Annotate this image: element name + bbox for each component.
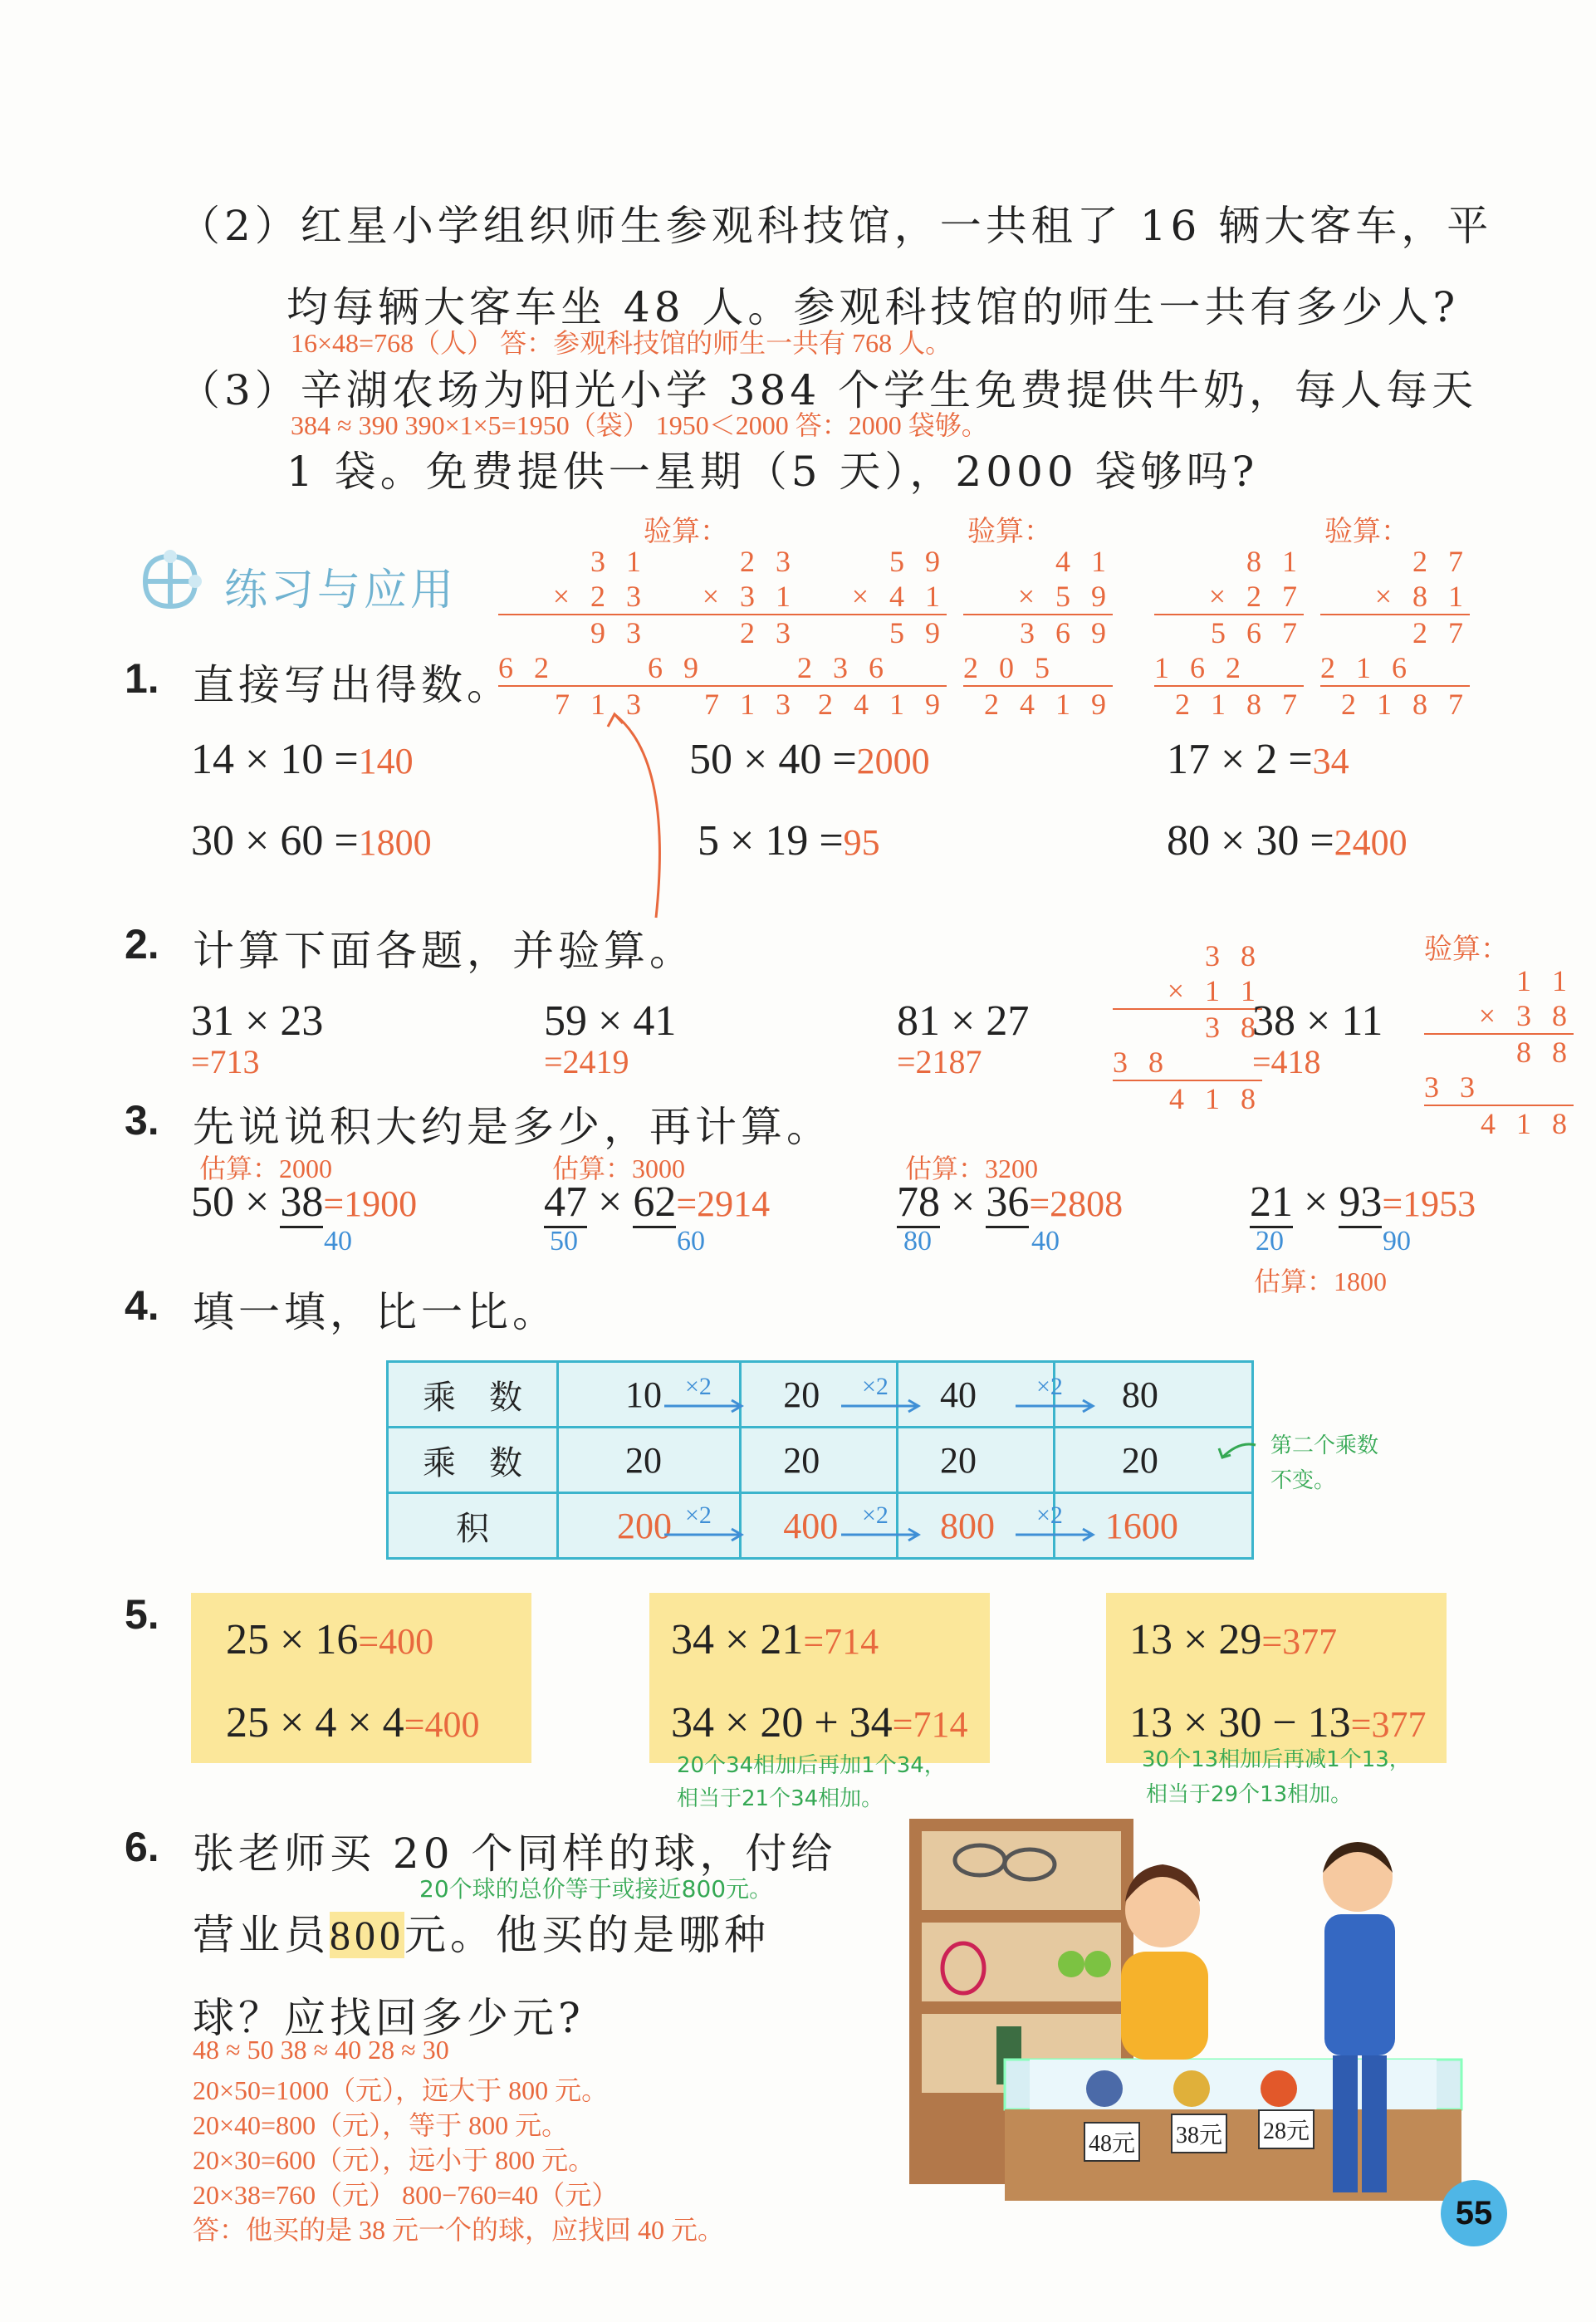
- vertical-calc: [1424, 963, 1574, 1141]
- vertical-calc-line: 2 1 8 7: [1175, 688, 1304, 721]
- arrow-label: ×2: [862, 1373, 889, 1400]
- q2-answer-3: =2187: [897, 1043, 982, 1080]
- vertical-calc-line: 2 4 1 9: [984, 688, 1113, 721]
- verify-label-2: 验算：: [967, 517, 1052, 547]
- q5-expr: 34 × 21: [671, 1616, 804, 1663]
- q2-answer-1: =713: [191, 1043, 260, 1080]
- q1-answer: 2400: [1334, 822, 1408, 863]
- verify-label-1: 验算：: [644, 517, 728, 547]
- q3-item-4: 21 × 93=1953: [1250, 1178, 1476, 1227]
- vertical-calc-line: 7 1 3: [555, 688, 648, 721]
- vertical-calc-line: × 2 3: [498, 579, 648, 615]
- q3-answer: =2808: [1029, 1183, 1124, 1224]
- q1-expr: 80 × 30 =: [1167, 817, 1334, 865]
- table-cell: 20: [558, 1428, 741, 1493]
- q1-answer: 34: [1312, 741, 1349, 781]
- q1-expr: 30 × 60 =: [191, 817, 359, 865]
- q1-expr: 14 × 10 =: [191, 736, 359, 783]
- q5-group3-line1: [1129, 1615, 1337, 1664]
- vertical-calc-line: 4 1 8: [1481, 1107, 1574, 1140]
- table-row: [388, 1362, 1253, 1428]
- vertical-calc-line: 8 1: [1246, 545, 1304, 578]
- price-tag: 48元: [1084, 2122, 1140, 2162]
- q1-number: 1.: [125, 655, 159, 702]
- q2-number: 2.: [125, 921, 159, 968]
- q3-estimate-3: 估算：3200: [905, 1154, 1039, 1183]
- vertical-calc-line: 4 1: [1055, 545, 1113, 578]
- vertical-calc-line: 2 3 6: [797, 650, 947, 687]
- q5-group2-line1: [671, 1615, 879, 1664]
- arrow-label: ×2: [1036, 1373, 1063, 1400]
- q5-note-3b: 相当于29个13相加。: [1146, 1782, 1353, 1807]
- table-cell: 20: [741, 1362, 898, 1428]
- q6-answer-2: 20×50=1000（元），远大于 800 元。: [193, 2075, 609, 2105]
- vertical-calc-line: × 4 1: [797, 579, 947, 615]
- multiply-arrow: [1011, 1503, 1103, 1548]
- q2-title: 计算下面各题，并验算。: [193, 927, 695, 975]
- q3-factor-a: 47: [544, 1178, 587, 1228]
- q1-item-4: [191, 816, 432, 865]
- q4-note-line1: 第二个乘数: [1270, 1433, 1379, 1458]
- q3-factor-b: 38: [280, 1178, 323, 1228]
- q5-answer: =377: [1261, 1621, 1338, 1662]
- vertical-calc-line: 3 1: [590, 545, 648, 578]
- arrow-label: ×2: [685, 1373, 712, 1400]
- page-number: [1441, 2180, 1507, 2246]
- problem-2-line2: 均每辆大客车坐 48 人。参观科技馆的师生一共有多少人?: [286, 283, 1460, 331]
- q3-round-b-2: 60: [677, 1226, 705, 1257]
- q5-note-2a: 20个34相加后再加1个34，: [677, 1753, 946, 1778]
- q3-title: 先说说积大约是多少，再计算。: [193, 1103, 832, 1151]
- vertical-calc-line: × 3 8: [1424, 998, 1574, 1035]
- q6-answer-3: 20×40=800（元），等于 800 元。: [193, 2110, 569, 2140]
- q3-round-b-1: 40: [324, 1226, 352, 1257]
- q5-expr: 34 × 20 + 34: [671, 1699, 893, 1746]
- row-label: 乘 数: [388, 1362, 558, 1428]
- vertical-calc-line: 4 1 8: [1169, 1082, 1262, 1115]
- q3-factor-a: 50: [191, 1178, 234, 1226]
- q1-title: 直接写出得数。: [193, 661, 512, 709]
- q5-group1-line2: [226, 1698, 479, 1747]
- q3-round-b-3: 40: [1031, 1226, 1060, 1257]
- q2-answer-4: =418: [1252, 1043, 1321, 1080]
- vertical-calc-line: 1 6 2: [1154, 650, 1304, 687]
- q5-expr: 25 × 4 × 4: [226, 1699, 404, 1746]
- vertical-calc-line: 5 9: [889, 545, 947, 578]
- vertical-calc-line: 8 8: [1516, 1036, 1574, 1069]
- table-row: [388, 1428, 1253, 1493]
- verify-label-3: 验算：: [1324, 517, 1409, 547]
- vertical-calc-line: 2 3: [740, 616, 797, 649]
- q6-amount: 800: [330, 1912, 404, 1958]
- q1-item-5: [698, 816, 880, 865]
- q5-answer: =377: [1350, 1704, 1427, 1745]
- q4-note-arrow: [1214, 1437, 1264, 1470]
- q6-line2c: 元。他买的是哪种: [404, 1911, 770, 1959]
- q3-round-a-2: 50: [550, 1226, 578, 1257]
- table-cell: 20: [898, 1428, 1055, 1493]
- vertical-calc-line: × 2 7: [1154, 579, 1304, 615]
- table-cell: 400: [741, 1493, 898, 1559]
- q3-factor-b: 62: [633, 1178, 676, 1228]
- q2-expr-1: 31 × 23: [191, 997, 324, 1045]
- problem-3-line1: （3）辛湖农场为阳光小学 384 个学生免费提供牛奶，每人每天: [179, 366, 1478, 414]
- q3-number: 3.: [125, 1097, 159, 1144]
- vertical-calc-line: 6 9: [648, 650, 797, 687]
- q3-estimate-2: 估算：3000: [552, 1154, 686, 1183]
- q3-estimate-1: 估算：2000: [199, 1154, 333, 1183]
- q3-answer: =1900: [323, 1183, 418, 1224]
- q3-estimate-4: 估算：1800: [1254, 1266, 1388, 1296]
- arrow-label: ×2: [685, 1501, 712, 1529]
- q5-answer: =714: [803, 1621, 879, 1662]
- q5-note-2b: 相当于21个34相加。: [677, 1786, 884, 1811]
- table-cell: 1600: [1054, 1493, 1252, 1559]
- problem-2-answer: 16×48=768（人） 答：参观科技馆的师生一共有 768 人。: [291, 328, 952, 358]
- q5-note-3a: 30个13相加后再减1个13，: [1142, 1747, 1411, 1772]
- q5-expr: 13 × 29: [1129, 1616, 1262, 1663]
- vertical-calc-line: 3 8: [1205, 939, 1262, 972]
- shop-illustration: [905, 1810, 1486, 2209]
- q2-expr-2: 59 × 41: [544, 997, 677, 1045]
- arrow-label: ×2: [862, 1501, 889, 1529]
- vertical-calc-line: × 8 1: [1320, 579, 1470, 615]
- vertical-calc: [797, 544, 947, 722]
- q1-answer: 1800: [358, 822, 432, 863]
- problem-3-answer: 384 ≈ 390 390×1×5=1950（袋） 1950＜2000 答：2000 袋够。: [291, 410, 988, 440]
- vertical-calc-line: 2 1 8 7: [1341, 688, 1470, 721]
- q4-number: 4.: [125, 1282, 159, 1329]
- q6-answer-5: 20×38=760（元） 800−760=40（元）: [193, 2180, 619, 2210]
- puzzle-icon: [129, 540, 212, 623]
- page-number-text: 55: [1455, 2195, 1493, 2231]
- q3-factor-b: 93: [1339, 1178, 1382, 1228]
- table-row: [388, 1493, 1253, 1559]
- q5-group2-line2: [671, 1698, 967, 1747]
- vertical-calc-line: 5 6 7: [1211, 616, 1304, 649]
- q5-answer: =400: [404, 1704, 480, 1745]
- q6-answer-4: 20×30=600（元），远小于 800 元。: [193, 2145, 595, 2175]
- table-cell: 10: [558, 1362, 741, 1428]
- q3-factor-a: 78: [897, 1178, 940, 1228]
- q3-item-3: 78 × 36=2808: [897, 1178, 1123, 1227]
- q2-answer-2: =2419: [544, 1043, 629, 1080]
- q3-item-1: 50 × 38=1900: [191, 1178, 417, 1227]
- q2-expr-3: 81 × 27: [897, 997, 1030, 1045]
- problem-3-line2: 1 袋。免费提供一星期（5 天），2000 袋够吗?: [286, 448, 1259, 496]
- q4-note-line2: 不变。: [1270, 1468, 1336, 1493]
- vertical-calc-line: 2 7: [1412, 545, 1470, 578]
- multiply-arrow: [837, 1374, 928, 1419]
- q5-expr: 25 × 16: [226, 1616, 359, 1663]
- q4-title: 填一填，比一比。: [193, 1288, 558, 1336]
- vertical-calc: [648, 544, 797, 722]
- q1-item-2: [689, 735, 930, 784]
- q1-expr: 50 × 40 =: [689, 736, 857, 783]
- q6-line2: [193, 1902, 770, 1962]
- q6-line2a: 营业员: [193, 1911, 330, 1959]
- q1-answer: 140: [358, 741, 414, 781]
- vertical-calc-line: × 5 9: [963, 579, 1113, 615]
- vertical-calc-line: × 3 1: [648, 579, 797, 615]
- q3-round-b-4: 90: [1383, 1226, 1411, 1257]
- vertical-calc-line: 2 1 6: [1320, 650, 1470, 687]
- vertical-calc: [498, 544, 648, 722]
- table-cell: 20: [1054, 1428, 1252, 1493]
- q3-answer: =2914: [676, 1183, 771, 1224]
- vertical-calc-line: 5 9: [889, 616, 947, 649]
- q3-item-2: 47 × 62=2914: [544, 1178, 770, 1227]
- q3-answer: =1953: [1382, 1183, 1476, 1224]
- section-header: [129, 540, 511, 623]
- vertical-calc: [1113, 938, 1262, 1116]
- vertical-calc-line: 6 2: [498, 650, 648, 687]
- vertical-calc-line: 3 8: [1113, 1045, 1262, 1081]
- vertical-calc-line: 9 3: [590, 616, 648, 649]
- q5-answer: =400: [358, 1621, 434, 1662]
- q3-round-a-4: 20: [1256, 1226, 1284, 1257]
- table-cell: 80: [1054, 1362, 1252, 1428]
- problem-2-line1: （2）红星小学组织师生参观科技馆，一共租了 16 辆大客车，平: [179, 202, 1493, 250]
- multiply-arrow: [837, 1503, 928, 1548]
- q1-answer: 2000: [856, 741, 930, 781]
- q6-answer-1: 48 ≈ 50 38 ≈ 40 28 ≈ 30: [193, 2035, 449, 2065]
- q1-item-1: [191, 735, 414, 784]
- q1-expr: 17 × 2 =: [1167, 736, 1313, 783]
- vertical-calc-line: 2 0 5: [963, 650, 1113, 687]
- vertical-calc: [1154, 544, 1304, 722]
- table-cell: 20: [741, 1428, 898, 1493]
- vertical-calc-line: 2 3: [740, 545, 797, 578]
- q6-note: 20个球的总价等于或接近800元。: [419, 1875, 773, 1903]
- vertical-calc-line: 1 1: [1516, 964, 1574, 997]
- vertical-calc: [1320, 544, 1470, 722]
- q5-group3-line2: [1129, 1698, 1426, 1747]
- q1-item-6: [1167, 816, 1408, 865]
- vertical-calc-line: 3 8: [1205, 1011, 1262, 1044]
- multiply-arrow: [1011, 1374, 1103, 1419]
- price-tag: 38元: [1171, 2114, 1227, 2153]
- vertical-calc: [963, 544, 1113, 722]
- table-cell: 200: [558, 1493, 741, 1559]
- table-cell: 40: [898, 1362, 1055, 1428]
- row-label: 积: [388, 1493, 558, 1559]
- multiply-arrow: [660, 1374, 751, 1419]
- q5-expr: 13 × 30 − 13: [1129, 1699, 1351, 1746]
- q5-number: 5.: [125, 1591, 159, 1638]
- vertical-calc-line: × 1 1: [1113, 973, 1262, 1010]
- multiply-arrow: [660, 1503, 751, 1548]
- vertical-calc-line: 3 3: [1424, 1070, 1574, 1106]
- q5-answer: =714: [892, 1704, 968, 1745]
- vertical-calc-line: 2 7: [1412, 616, 1470, 649]
- connector-arrow: [598, 710, 698, 926]
- q5-group1-line1: [226, 1615, 433, 1664]
- row-label: 乘 数: [388, 1428, 558, 1493]
- q3-factor-b: 36: [986, 1178, 1029, 1228]
- price-tag: 28元: [1258, 2109, 1314, 2149]
- arrow-label: ×2: [1036, 1501, 1063, 1529]
- table-cell: 800: [898, 1493, 1055, 1559]
- vertical-calc-line: 2 4 1 9: [818, 688, 947, 721]
- q1-expr: 5 × 19 =: [698, 817, 844, 865]
- q3-factor-a: 21: [1250, 1178, 1293, 1228]
- q1-item-3: [1167, 735, 1349, 784]
- q6-line1: 张老师买 20 个同样的球，付给: [193, 1830, 837, 1878]
- q6-line3: 球？应找回多少元?: [193, 1994, 585, 2042]
- q2-expr-4: 38 × 11: [1252, 997, 1383, 1045]
- vertical-calc-line: 3 6 9: [1020, 616, 1113, 649]
- q4-table: [386, 1360, 1254, 1560]
- section-title: 练习与应用: [224, 566, 458, 615]
- q1-answer: 95: [843, 822, 880, 863]
- q6-number: 6.: [125, 1824, 159, 1870]
- q3-round-a-3: 80: [903, 1226, 932, 1257]
- verify-label-4: 验算：: [1424, 934, 1509, 965]
- vertical-calc-line: 7 1 3: [704, 688, 797, 721]
- q6-answer-6: 答：他买的是 38 元一个的球，应找回 40 元。: [193, 2215, 725, 2245]
